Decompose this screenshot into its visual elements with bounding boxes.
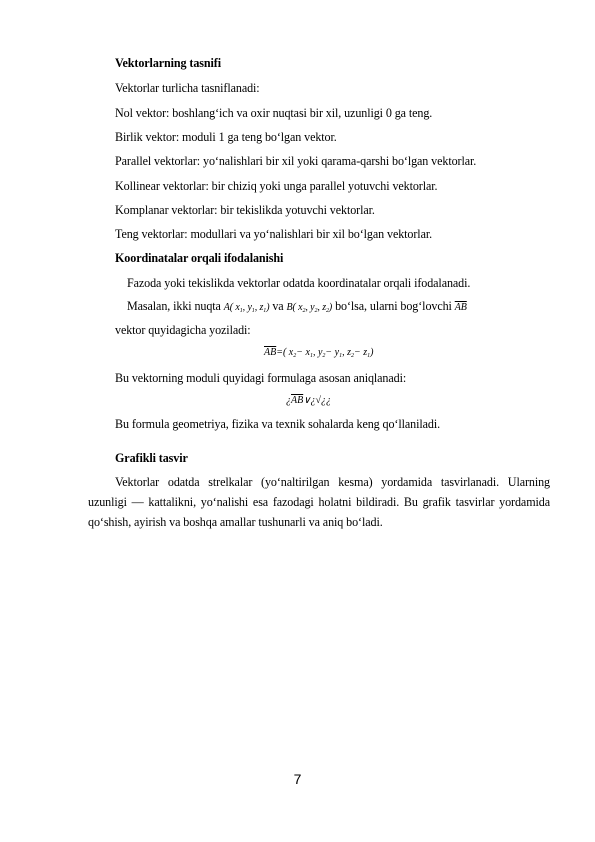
text-fragment: bo‘lsa, ularni bog‘lovchi — [332, 299, 455, 313]
text-line-with-math — [127, 299, 467, 318]
page-number: 7 — [293, 771, 302, 787]
text-line: Kollinear vektorlar: bir chiziq yoki unga parallel yotuvchi vektorlar. — [115, 179, 438, 193]
text-line: Birlik vektor: moduli 1 ga teng bo‘lgan vektor. — [115, 130, 337, 144]
math-point-a: A( $x_1$, $y_1$, $z_1$) — [223, 302, 270, 314]
text-fragment: Masalan, ikki nuqta — [127, 299, 224, 313]
text-line: Fazoda yoki tekislikda vektorlar odatda koordinatalar orqali ifodalanadi. — [127, 276, 471, 290]
text-line: Vektorlar turlicha tasniflanadi: — [115, 81, 260, 95]
text-line: Komplanar vektorlar: bir tekislikda yotuvchi vektorlar. — [115, 203, 375, 217]
text-line: Bu formula geometriya, fizika va texnik sohalarda keng qo‘llaniladi. — [115, 417, 440, 431]
text-line: Parallel vektorlar: yo‘nalishlari bir xil yoki qarama-qarshi bo‘lgan vektorlar. — [115, 154, 477, 168]
text-line: vektor quyidagicha yoziladi: — [115, 323, 251, 337]
text-line: Teng vektorlar: modullari va yo‘nalishlari bir xil bo‘lgan vektorlar. — [115, 227, 433, 241]
section-heading-coordinates: Koordinatalar orqali ifodalanishi — [115, 251, 284, 265]
math-point-b: B( $x_2$, $y_2$, $z_2$) — [286, 302, 333, 314]
formula-vector-ab: $\overline{AB}=$( $x_2- x_1$, $y_2- y_1$, $z_2- z_1$) — [264, 347, 374, 359]
formula-modulus: ¿$\overline{AB}\vee¿√¿¿$ — [286, 395, 332, 406]
text-fragment: va — [269, 299, 287, 313]
section-heading-graphic: Grafikli tasvir — [115, 451, 188, 465]
text-line: Bu vektorning moduli quyidagi formulaga asosan aniqlanadi: — [115, 371, 407, 385]
math-vector-ab: $\overline{AB}$ — [454, 302, 467, 313]
paragraph-graphic: Vektorlar odatda strelkalar (yo‘naltirilgan kesma) yordamida tasvirlanadi. Ularning uzunligi — kattalikni, yo‘nalishi esa fazodagi holatni bildiradi. Bu grafik tasvirlar yordamida qo‘shish, ayirish va boshqa amallar tushunarli va aniq bo‘ladi. — [88, 475, 550, 530]
section-heading-classification: Vektorlarning tasnifi — [115, 56, 221, 70]
text-line: Nol vektor: boshlang‘ich va oxir nuqtasi bir xil, uzunligi 0 ga teng. — [115, 106, 433, 120]
